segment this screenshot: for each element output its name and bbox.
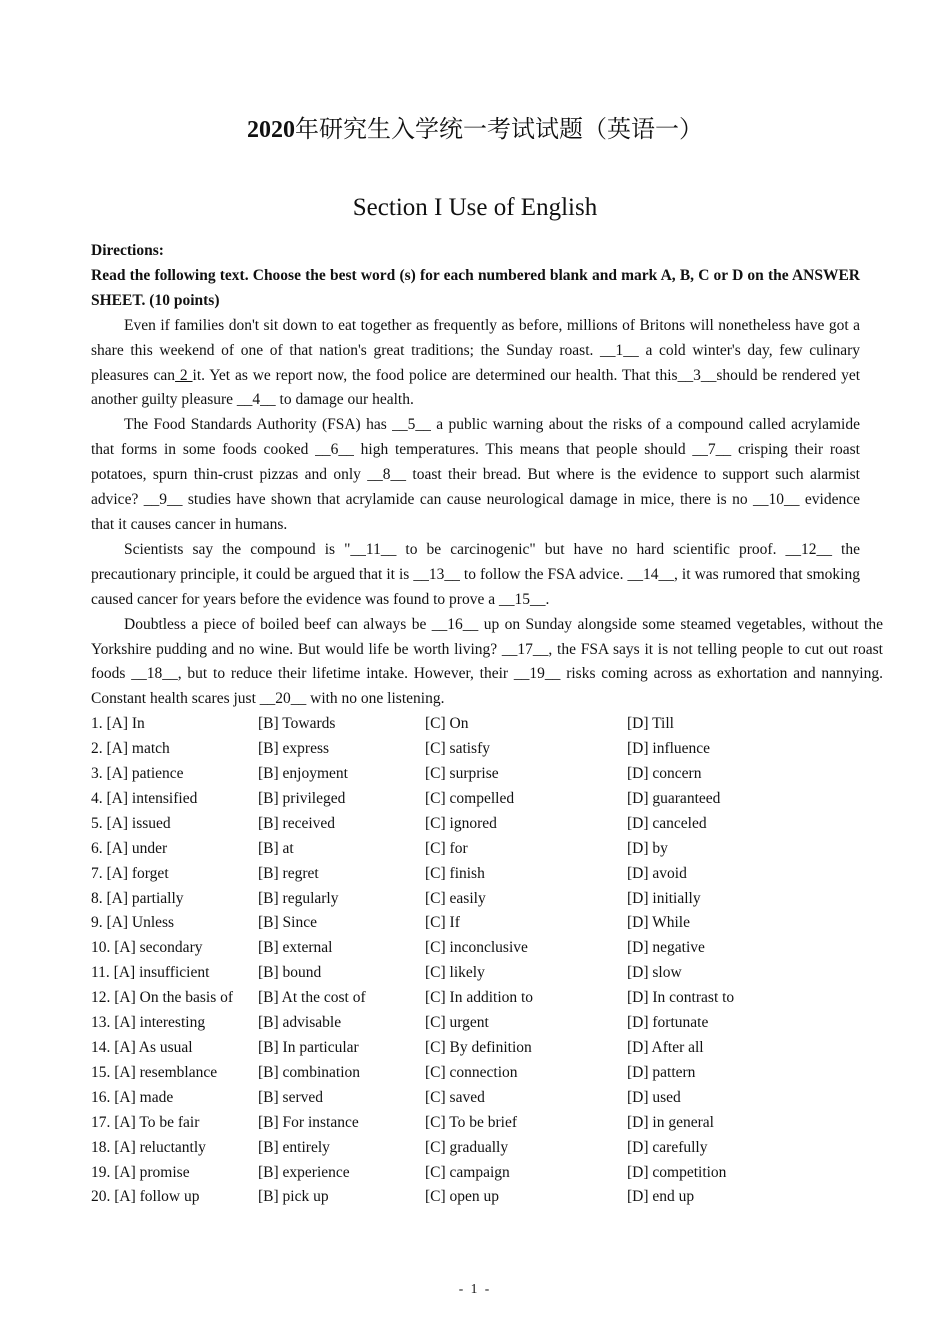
option-choice: [C] open up (425, 1188, 500, 1206)
option-choice: [D] used (627, 1088, 681, 1106)
option-choice: [C] If (425, 914, 460, 932)
option-choice: 11. [A] insufficient (91, 964, 210, 982)
option-choice: 16. [A] made (91, 1088, 174, 1106)
passage-paragraph-1-end: it. Yet as we report now, the food police are determined our health. That this__3__should be rendered yet another guilty pleasure __4__ to damage our health. (91, 366, 861, 409)
option-choice: [B] regret (258, 864, 319, 882)
option-choice: [D] pattern (627, 1063, 696, 1081)
option-choice: [D] In contrast to (627, 989, 735, 1007)
option-choice: [D] in general (627, 1113, 714, 1131)
option-choice: 12. [A] On the basis of (91, 989, 234, 1007)
option-choice: 17. [A] To be fair (91, 1113, 200, 1131)
option-choice: [D] avoid (627, 864, 687, 882)
option-row (91, 1061, 860, 1086)
option-choice: [C] satisfy (425, 740, 491, 758)
page-number: - 1 - (458, 1281, 492, 1296)
option-choice: [B] bound (258, 964, 322, 982)
option-choice: [D] fortunate (627, 1014, 709, 1032)
option-choice: [D] negative (627, 939, 705, 957)
option-choice: [B] served (258, 1088, 323, 1106)
section-title: Section I Use of English (352, 194, 598, 221)
option-choice: [B] pick up (258, 1188, 329, 1206)
option-choice: [B] enjoyment (258, 765, 348, 783)
option-choice: 6. [A] under (91, 839, 168, 857)
option-choice: [B] combination (258, 1063, 361, 1081)
option-choice: [C] connection (425, 1063, 518, 1081)
option-choice: [B] privileged (258, 789, 346, 807)
option-choice: [C] urgent (425, 1014, 489, 1032)
passage-paragraph-4: Doubtless a piece of boiled beef can always be __16__ up on Sunday alongside some steamed vegetables, without the Yorkshire pudding and no wine. But would life be worth living? __17__, the FSA says it is not telling people to cut out roast foods __18__, but to reduce their lifetime intake. However, their __19__ risks coming across as exhortation and nannying. Constant health scares just __20__ with no one listening. (91, 615, 883, 708)
passage-paragraph-1-start: Even if families don't sit down to eat together as frequently as before, millions of Britons will nonetheless have got a share this weekend of one of that nation's great traditions; the Sunday roast. __1__ a cold winter's day, few culinary pleasures can (91, 316, 860, 384)
option-choice: [B] regularly (258, 889, 339, 907)
option-choice: [C] saved (425, 1088, 485, 1106)
option-choice: 9. [A] Unless (91, 914, 175, 932)
option-choice: [B] external (258, 939, 333, 957)
option-choice: [D] carefully (627, 1138, 708, 1156)
option-choice: 3. [A] patience (91, 765, 184, 783)
option-choice: [C] campaign (425, 1163, 510, 1181)
option-row (91, 1011, 860, 1036)
option-choice: [C] for (425, 839, 468, 857)
option-choice: [B] Since (258, 914, 317, 932)
option-choice: [B] For instance (258, 1113, 359, 1131)
option-row (91, 961, 860, 986)
option-choice: [B] At the cost of (258, 989, 366, 1007)
option-choice: [D] Till (627, 715, 674, 733)
option-row (91, 787, 860, 812)
option-choice: [B] express (258, 740, 330, 758)
passage-paragraph-1 (91, 314, 860, 414)
option-choice: [C] compelled (425, 789, 515, 807)
option-row (91, 812, 860, 837)
option-choice: 2. [A] match (91, 740, 170, 758)
option-choice: [B] experience (258, 1163, 350, 1181)
option-choice: [C] By definition (425, 1039, 532, 1056)
passage-paragraph-2: The Food Standards Authority (FSA) has __5__ a public warning about the risks of a compound called acrylamide that forms in some foods cooked __6__ high temperatures. This means that people should __7__ crisping their roast potatoes, spurn thin-crust pizzas and only __8__ toast their bread. But where is the evidence to support such alarmist advice? __9__ studies have shown that acrylamide can cause neurological damage in mice, there is no __10__ evidence that it causes cancer in humans. (91, 416, 860, 533)
option-choice: [D] competition (627, 1163, 727, 1181)
option-row (91, 887, 860, 912)
option-choice: [D] concern (627, 765, 702, 783)
option-choice: [D] end up (627, 1188, 695, 1206)
option-row (91, 1136, 860, 1161)
option-choice: [B] entirely (258, 1138, 330, 1156)
option-choice: [B] In particular (258, 1039, 359, 1056)
option-choice: [D] by (627, 839, 668, 857)
option-row (91, 1086, 860, 1111)
option-choice: [D] After all (627, 1039, 704, 1056)
option-choice: [B] received (258, 814, 336, 832)
option-choice: 15. [A] resemblance (91, 1063, 218, 1081)
option-choice: [C] surprise (425, 765, 499, 783)
option-choice: 14. [A] As usual (91, 1039, 193, 1056)
option-row (91, 712, 860, 737)
option-row (91, 837, 860, 862)
option-choice: 18. [A] reluctantly (91, 1138, 206, 1156)
option-row (91, 762, 860, 787)
option-row (91, 862, 860, 887)
directions-text: Read the following text. Choose the best word (s) for each numbered blank and mark A, B, C or D on the ANSWER SHEET. (10 points) (91, 266, 860, 309)
option-choice: [C] easily (425, 889, 486, 907)
option-choice: 13. [A] interesting (91, 1014, 206, 1032)
blank-2: 2 (175, 366, 193, 384)
option-choice: [B] Towards (258, 715, 336, 733)
exam-body (91, 239, 883, 1210)
option-row (91, 1161, 860, 1186)
option-choice: [D] While (627, 914, 690, 932)
option-row (91, 911, 860, 936)
option-choice: 19. [A] promise (91, 1163, 190, 1181)
directions-label: Directions: (91, 242, 164, 259)
option-choice: [D] guaranteed (627, 789, 721, 807)
option-choice: [C] To be brief (425, 1113, 518, 1131)
option-choice: [C] In addition to (425, 989, 534, 1007)
option-choice: 7. [A] forget (91, 864, 169, 882)
option-choice: [D] influence (627, 740, 711, 758)
option-choice: 5. [A] issued (91, 814, 171, 832)
passage-paragraph-3: Scientists say the compound is "__11__ to be carcinogenic" but have no hard scientific proof. __12__ the precautionary principle, it could be argued that it is __13__ to follow the FSA advice. __14__, it was rumored that smoking caused cancer for years before the evidence was found to prove a __15__. (91, 540, 860, 608)
option-choice: [C] gradually (425, 1138, 509, 1156)
option-row (91, 1036, 860, 1061)
option-row (91, 1185, 860, 1210)
option-row (91, 936, 860, 961)
option-choice: 10. [A] secondary (91, 939, 203, 957)
option-row (91, 737, 860, 762)
exam-year: 2020 (247, 117, 295, 143)
option-choice: [B] at (258, 839, 294, 857)
option-choice: 20. [A] follow up (91, 1188, 200, 1206)
page-title (0, 112, 950, 148)
option-choice: [D] canceled (627, 814, 707, 832)
option-choice: [D] slow (627, 964, 682, 982)
answer-options (91, 712, 860, 1210)
option-choice: [B] advisable (258, 1014, 342, 1032)
option-choice: [D] initially (627, 889, 701, 907)
option-row (91, 1111, 860, 1136)
exam-title: 年研究生入学统一考试试题（英语一） (295, 117, 703, 143)
option-choice: 4. [A] intensified (91, 789, 198, 807)
option-choice: 8. [A] partially (91, 889, 184, 907)
option-choice: [C] ignored (425, 814, 497, 832)
option-choice: [C] On (425, 715, 469, 733)
option-choice: 1. [A] In (91, 715, 145, 733)
option-choice: [C] likely (425, 964, 485, 982)
option-row (91, 986, 860, 1011)
option-choice: [C] finish (425, 864, 485, 882)
option-choice: [C] inconclusive (425, 939, 528, 957)
